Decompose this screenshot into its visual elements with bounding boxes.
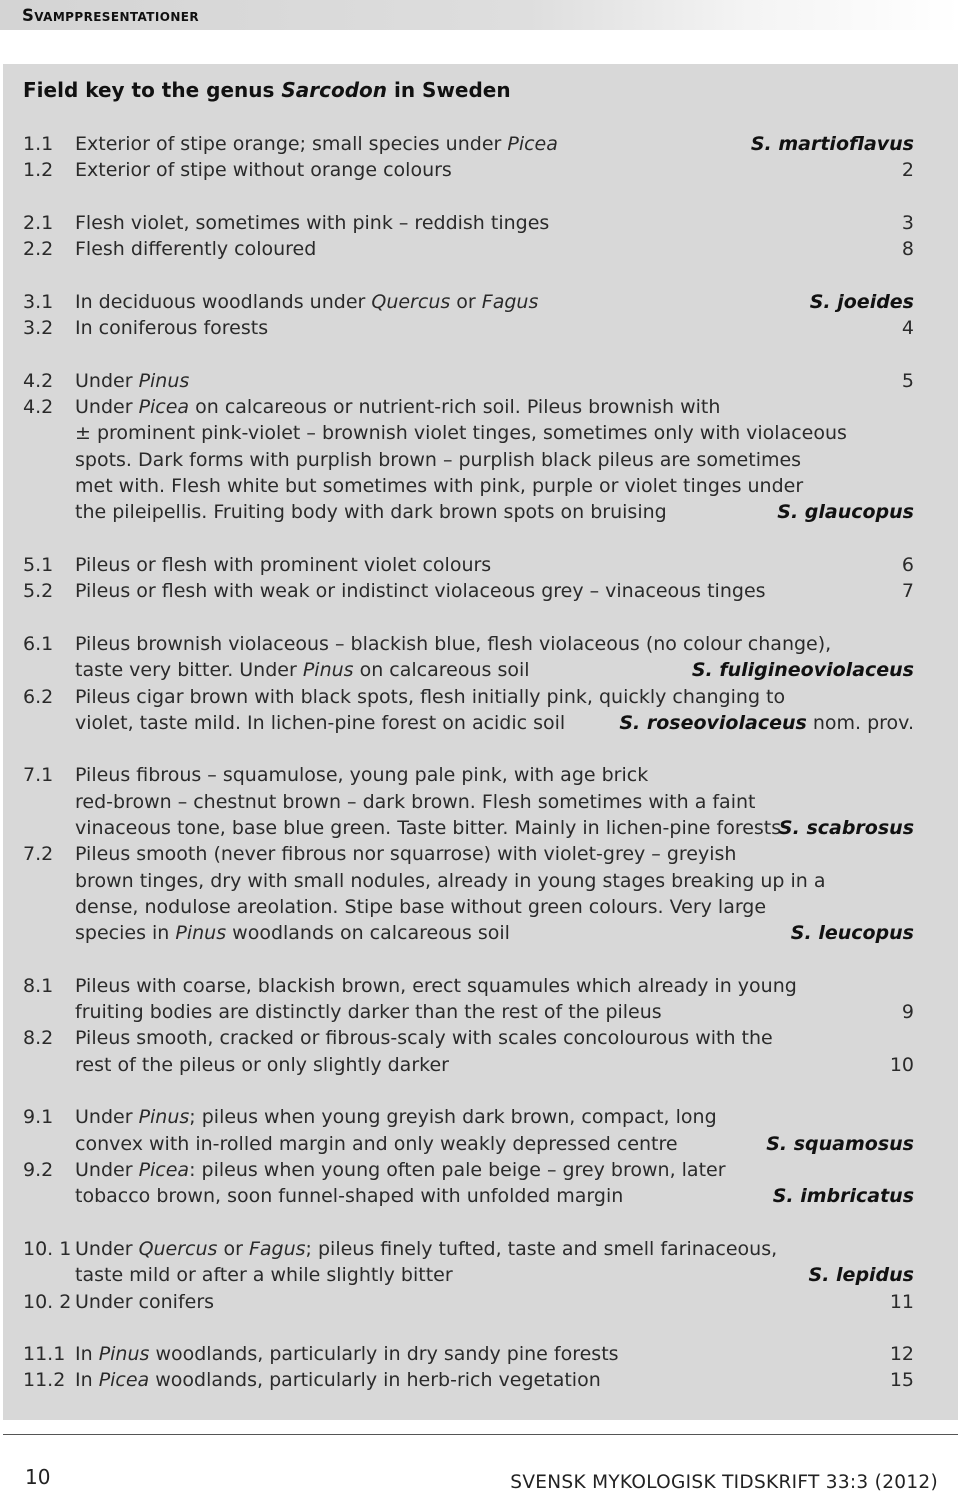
couplet-text: [75, 1289, 214, 1315]
result-value: S. squamosus: [766, 1133, 914, 1155]
key-line: [0, 762, 960, 788]
couplet-text-segment: species in: [75, 922, 176, 944]
result-value: 11: [889, 1291, 914, 1313]
couplet-text-segment: woodlands, particularly in dry sandy pine forests: [149, 1343, 619, 1365]
couplet-number: 5.2: [23, 580, 54, 602]
lead-to-number: [902, 578, 914, 604]
couplet-text: [75, 762, 648, 788]
key-line: [0, 710, 960, 736]
couplet-text: [75, 394, 720, 420]
couplet-text-segment: violet, taste mild. In lichen-pine forest on acidic soil: [75, 712, 566, 734]
couplet-text: [75, 1236, 777, 1262]
taxon-name-text: Fagus: [481, 291, 539, 313]
couplet-text-segment: woodlands, particularly in herb-rich vegetation: [149, 1369, 601, 1391]
species-result: [751, 131, 914, 157]
couplet-number: 7.1: [23, 764, 54, 786]
couplet-text-segment: or: [217, 1238, 249, 1260]
taxon-name-text: Pinus: [302, 659, 354, 681]
couplet-text-segment: Under: [75, 396, 139, 418]
couplet-text-segment: Under: [75, 1159, 139, 1181]
key-line: [0, 499, 960, 525]
couplet-text: [75, 815, 781, 841]
taxon-name-text: Picea: [138, 1159, 190, 1181]
couplet-text-segment: met with. Flesh white but sometimes with pink, purple or violet tinges under: [75, 475, 804, 497]
key-line: [0, 815, 960, 841]
result-value: 3: [901, 212, 914, 234]
couplet-text-segment: In: [75, 1343, 99, 1365]
lead-to-number: [902, 210, 914, 236]
key-line: [0, 368, 960, 394]
couplet-text: [75, 1183, 623, 1209]
couplet-text: [75, 157, 452, 183]
lead-to-number: [902, 315, 914, 341]
lead-to-number: [890, 1052, 914, 1078]
couplet-text-segment: In deciduous woodlands under: [75, 291, 372, 313]
couplet-text-segment: Under: [75, 370, 139, 392]
species-result: [773, 1183, 914, 1209]
lead-to-number: [902, 552, 914, 578]
couplet-number: 2.2: [23, 238, 54, 260]
result-value: 4: [901, 317, 914, 339]
key-line: [0, 1131, 960, 1157]
couplet-text-segment: red-brown – chestnut brown – dark brown. Flesh sometimes with a faint: [75, 791, 756, 813]
couplet-number: 8.1: [23, 975, 54, 997]
couplet-text: [75, 1157, 726, 1183]
couplet-text: [75, 131, 558, 157]
couplet-text: [75, 789, 755, 815]
key-line: [0, 841, 960, 867]
couplet-text: [75, 1131, 678, 1157]
couplet-text-segment: Exterior of stipe without orange colours: [75, 159, 452, 181]
couplet-text-segment: Flesh violet, sometimes with pink – reddish tinges: [75, 212, 550, 234]
couplet-text-segment: Pileus fibrous – squamulose, young pale pink, with age brick: [75, 764, 649, 786]
couplet-text-segment: ; pileus when young greyish dark brown, compact, long: [189, 1106, 717, 1128]
key-line: [0, 236, 960, 262]
couplet-number: 1.1: [23, 133, 54, 155]
taxon-name-text: Picea: [507, 133, 558, 155]
result-value: 6: [901, 554, 914, 576]
result-value: S. glaucopus: [777, 501, 914, 523]
footer-rule: [3, 1434, 958, 1435]
key-line: [0, 631, 960, 657]
key-line: [0, 1183, 960, 1209]
result-value: 15: [889, 1369, 914, 1391]
key-line: [0, 684, 960, 710]
key-line: [0, 1104, 960, 1130]
result-value: 8: [901, 238, 914, 260]
key-title-genus: Sarcodon: [281, 78, 388, 102]
couplet-number: 9.2: [23, 1159, 54, 1181]
couplet-text: [75, 920, 510, 946]
key-line: [0, 973, 960, 999]
couplet-number: 11.2: [23, 1369, 66, 1391]
key-title: [23, 78, 511, 102]
couplet-text: [75, 973, 797, 999]
couplet-text-segment: Pileus cigar brown with black spots, flesh initially pink, quickly changing to: [75, 686, 786, 708]
key-line: [0, 1289, 960, 1315]
couplet-text-segment: ± prominent pink-violet – brownish violet tinges, sometimes only with violaceous: [75, 422, 847, 444]
couplet-text-segment: the pileipellis. Fruiting body with dark brown spots on bruising: [75, 501, 667, 523]
taxon-name-text: Pinus: [138, 1106, 190, 1128]
taxon-name-text: Pinus: [138, 370, 190, 392]
key-line: [0, 789, 960, 815]
result-value: S. leucopus: [790, 922, 914, 944]
couplet-text-segment: Under: [75, 1106, 139, 1128]
couplet-text: [75, 710, 565, 736]
couplet-text-segment: woodlands on calcareous soil: [226, 922, 510, 944]
taxon-name-text: Quercus: [138, 1238, 218, 1260]
key-line: [0, 657, 960, 683]
couplet-text: [75, 368, 189, 394]
couplet-text: [75, 1341, 619, 1367]
result-suffix: nom. prov.: [806, 712, 914, 734]
couplet-text-segment: on calcareous or nutrient-rich soil. Pileus brownish with: [189, 396, 721, 418]
key-line: [0, 157, 960, 183]
couplet-text: [75, 447, 801, 473]
couplet-number: 10. 1: [23, 1238, 72, 1260]
result-value: S. lepidus: [808, 1264, 914, 1286]
couplet-text: [75, 552, 491, 578]
taxon-name-text: Fagus: [248, 1238, 306, 1260]
couplet-text-segment: Pileus or flesh with weak or indistinct violaceous grey – vinaceous tinges: [75, 580, 766, 602]
couplet-text: [75, 578, 766, 604]
couplet-number: 10. 2: [23, 1291, 72, 1313]
species-result: [619, 710, 914, 736]
result-value: 7: [901, 580, 914, 602]
couplet-number: 8.2: [23, 1027, 54, 1049]
couplet-text-segment: or: [450, 291, 482, 313]
couplet-text-segment: convex with in-rolled margin and only weakly depressed centre: [75, 1133, 678, 1155]
couplet-text: [75, 894, 766, 920]
key-title-prefix: Field key to the genus: [23, 78, 282, 102]
key-line: [0, 1341, 960, 1367]
couplet-text-segment: vinaceous tone, base blue green. Taste bitter. Mainly in lichen-pine forests: [75, 817, 782, 839]
lead-to-number: [902, 236, 914, 262]
couplet-text: [75, 473, 803, 499]
couplet-text-segment: Pileus smooth, cracked or fibrous-scaly with scales concolourous with the: [75, 1027, 773, 1049]
couplet-text: [75, 999, 662, 1025]
couplet-text-segment: dense, nodulose areolation. Stipe base without green colours. Very large: [75, 896, 767, 918]
key-line: [0, 894, 960, 920]
section-title: Svamppresentationer: [22, 6, 200, 25]
key-line: [0, 210, 960, 236]
couplet-number: 11.1: [23, 1343, 66, 1365]
key-line: [0, 473, 960, 499]
taxon-name-text: Picea: [98, 1369, 150, 1391]
page-number: 10: [25, 1465, 51, 1489]
couplet-text-segment: tobacco brown, soon funnel-shaped with unfolded margin: [75, 1185, 624, 1207]
key-line: [0, 1262, 960, 1288]
key-line: [0, 868, 960, 894]
couplet-text-segment: on calcareous soil: [353, 659, 530, 681]
couplet-text: [75, 289, 538, 315]
couplet-text-segment: Under: [75, 1238, 139, 1260]
couplet-number: 6.2: [23, 686, 54, 708]
taxon-name-text: Pinus: [98, 1343, 150, 1365]
taxon-name-text: Quercus: [371, 291, 451, 313]
couplet-number: 4.2: [23, 370, 54, 392]
couplet-text-segment: In: [75, 1369, 99, 1391]
taxon-name-text: Picea: [138, 396, 190, 418]
couplet-number: 1.2: [23, 159, 54, 181]
key-title-suffix: in Sweden: [387, 78, 511, 102]
key-line: [0, 447, 960, 473]
couplet-number: 3.2: [23, 317, 54, 339]
result-value: S. imbricatus: [772, 1185, 914, 1207]
couplet-text-segment: : pileus when young often pale beige – grey brown, later: [189, 1159, 726, 1181]
couplet-text: [75, 868, 826, 894]
key-line: [0, 1157, 960, 1183]
result-value: 2: [901, 159, 914, 181]
key-line: [0, 315, 960, 341]
result-value: 9: [901, 1001, 914, 1023]
lead-to-number: [890, 1289, 914, 1315]
couplet-text-segment: Exterior of stipe orange; small species under: [75, 133, 508, 155]
result-value: S. martioflavus: [750, 133, 914, 155]
couplet-text-segment: brown tinges, dry with small nodules, already in young stages breaking up in a: [75, 870, 826, 892]
couplet-text-segment: Pileus or flesh with prominent violet colours: [75, 554, 492, 576]
species-result: [791, 920, 914, 946]
journal-citation: SVENSK MYKOLOGISK TIDSKRIFT 33:3 (2012): [510, 1472, 938, 1493]
couplet-text-segment: spots. Dark forms with purplish brown – purplish black pileus are sometimes: [75, 449, 802, 471]
result-value: 10: [889, 1054, 914, 1076]
species-result: [810, 289, 914, 315]
couplet-number: 2.1: [23, 212, 54, 234]
couplet-number: 4.2: [23, 396, 54, 418]
couplet-text-segment: rest of the pileus or only slightly darker: [75, 1054, 449, 1076]
couplet-text: [75, 1262, 453, 1288]
couplet-text-segment: Pileus with coarse, blackish brown, erect squamules which already in young: [75, 975, 797, 997]
lead-to-number: [902, 157, 914, 183]
couplet-text-segment: taste mild or after a while slightly bitter: [75, 1264, 453, 1286]
key-line: [0, 1236, 960, 1262]
couplet-text: [75, 1025, 773, 1051]
couplet-text-segment: Flesh differently coloured: [75, 238, 317, 260]
couplet-text-segment: fruiting bodies are distinctly darker than the rest of the pileus: [75, 1001, 662, 1023]
couplet-text: [75, 1052, 449, 1078]
couplet-number: 3.1: [23, 291, 54, 313]
result-value: S. joeides: [809, 291, 914, 313]
result-value: S. scabrosus: [778, 817, 914, 839]
couplet-text: [75, 1367, 601, 1393]
couplet-text: [75, 499, 667, 525]
key-line: [0, 552, 960, 578]
species-result: [766, 1131, 914, 1157]
couplet-text-segment: taste very bitter. Under: [75, 659, 303, 681]
couplet-text: [75, 1104, 717, 1130]
species-result: [692, 657, 914, 683]
lead-to-number: [902, 368, 914, 394]
species-result: [777, 499, 914, 525]
key-line: [0, 394, 960, 420]
couplet-text-segment: ; pileus finely tufted, taste and smell farinaceous,: [305, 1238, 778, 1260]
key-line: [0, 131, 960, 157]
lead-to-number: [890, 1367, 914, 1393]
key-line: [0, 920, 960, 946]
key-line: [0, 1052, 960, 1078]
result-value: 12: [889, 1343, 914, 1365]
key-line: [0, 1025, 960, 1051]
result-value: S. fuligineoviolaceus: [691, 659, 914, 681]
key-line: [0, 999, 960, 1025]
couplet-text-segment: Under conifers: [75, 1291, 215, 1313]
couplet-text-segment: Pileus smooth (never fibrous nor squarrose) with violet-grey – greyish: [75, 843, 737, 865]
couplet-text: [75, 684, 785, 710]
result-value: 5: [901, 370, 914, 392]
key-line: [0, 578, 960, 604]
result-value: S. roseoviolaceus: [619, 712, 807, 734]
couplet-text-segment: Pileus brownish violaceous – blackish blue, flesh violaceous (no colour change),: [75, 633, 832, 655]
couplet-text: [75, 236, 316, 262]
lead-to-number: [902, 999, 914, 1025]
couplet-text-segment: In coniferous forests: [75, 317, 269, 339]
couplet-text: [75, 315, 268, 341]
couplet-number: 9.1: [23, 1106, 54, 1128]
couplet-number: 5.1: [23, 554, 54, 576]
key-line: [0, 420, 960, 446]
key-line: [0, 289, 960, 315]
species-result: [779, 815, 914, 841]
couplet-text: [75, 631, 831, 657]
taxon-name-text: Pinus: [175, 922, 227, 944]
couplet-text: [75, 657, 530, 683]
couplet-text: [75, 841, 736, 867]
lead-to-number: [890, 1341, 914, 1367]
species-result: [809, 1262, 914, 1288]
couplet-number: 7.2: [23, 843, 54, 865]
key-line: [0, 1367, 960, 1393]
couplet-text: [75, 210, 549, 236]
couplet-text: [75, 420, 847, 446]
field-key-box: [3, 64, 958, 1420]
couplet-number: 6.1: [23, 633, 54, 655]
